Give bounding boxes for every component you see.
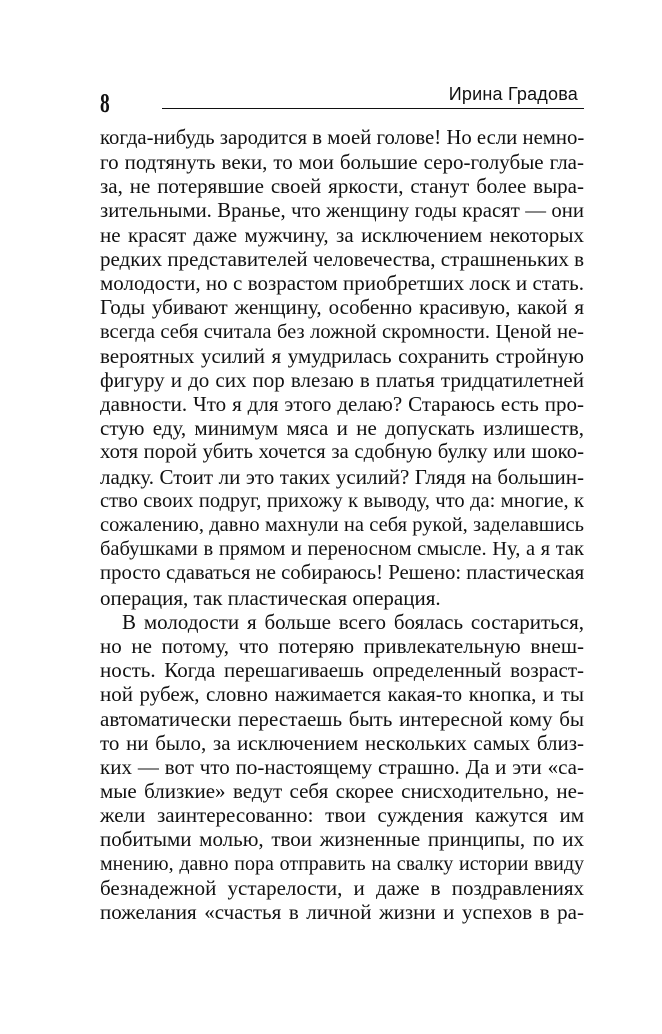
text-line: давности. Что я для этого делаю? Стараюсь есть про- [100,392,584,417]
text-line: за, не потерявшие своей яркости, станут более выра- [100,174,584,199]
text-line: ство своих подруг, прихожу к выводу, что да: многие, к [100,489,584,512]
text-line: В молодости я больше всего боялась состариться, [122,609,584,634]
text-line: ких — вот что по-настоящему страшно. Да и эти «са- [100,754,584,779]
text-line: ной рубеж, словно нажимается какая-то кнопка, и ты [100,682,584,707]
page-body-text [100,126,584,924]
text-line: то ни было, за исключением нескольких самых близ- [100,730,584,755]
page-number: 8 [100,88,110,118]
text-line: мнению, давно пора отправить на свалку истории ввиду [100,852,584,875]
text-line: стую еду, минимум мяса и не допускать излишеств, [100,416,584,441]
text-line: пожелания «счастья в личной жизни и успехов в ра- [100,900,584,924]
text-line: фигуру и до сих пор влезаю в платья тридцатилетней [100,367,584,392]
text-line: операция, так пластическая операция. [100,585,441,610]
text-line: сожалению, давно махнули на себя рукой, заделавшись [100,514,584,536]
text-line: вероятных усилий я умудрилась сохранить стройную [100,343,584,368]
text-line: всегда себя считала без ложной скромности. Ценой не- [100,320,584,343]
text-line: ность. Когда перешагиваешь определенный возраст- [100,658,584,683]
text-line: жели заинтересованно: твои суждения кажутся им [100,803,584,828]
text-line: ладку. Стоит ли это таких усилий? Глядя на большин- [100,464,584,489]
text-line: просто сдаваться не собираюсь! Решено: пластическая [100,562,585,585]
text-line: не красят даже мужчину, за исключением некоторых [100,222,584,247]
running-head-author: Ирина Градова [448,84,578,104]
text-line: го подтянуть веки, то мои большие серо-голубые гла- [100,150,584,175]
text-line: зительными. Вранье, что женщину годы красят — они [100,199,584,222]
text-line: автоматически перестаешь быть интересной кому бы [100,706,584,731]
text-line: молодости, но с возрастом приобретших лоск и стать. [100,271,584,296]
text-line: бабушками в прямом и переносном смысле. Ну, а я так [100,538,584,561]
text-line: редких представителей человечества, страшненьких в [100,246,584,271]
text-line: мые близкие» ведут себя скорее снисходительно, не- [100,779,584,804]
text-line: хотя порой убить хочется за сдобную булку или шоко- [100,441,584,464]
text-line: но не потому, что потеряю привлекательную внеш- [100,633,584,658]
text-line: безнадежной устарелости, и даже в поздравлениях [100,875,584,900]
text-line: Годы убивают женщину, особенно красивую, какой я [100,295,584,320]
text-line: когда-нибудь зародится в моей голове! Но если немно- [100,127,585,149]
header-rule [162,108,584,109]
text-line: побитыми молью, твои жизненные принципы, по их [100,827,584,852]
